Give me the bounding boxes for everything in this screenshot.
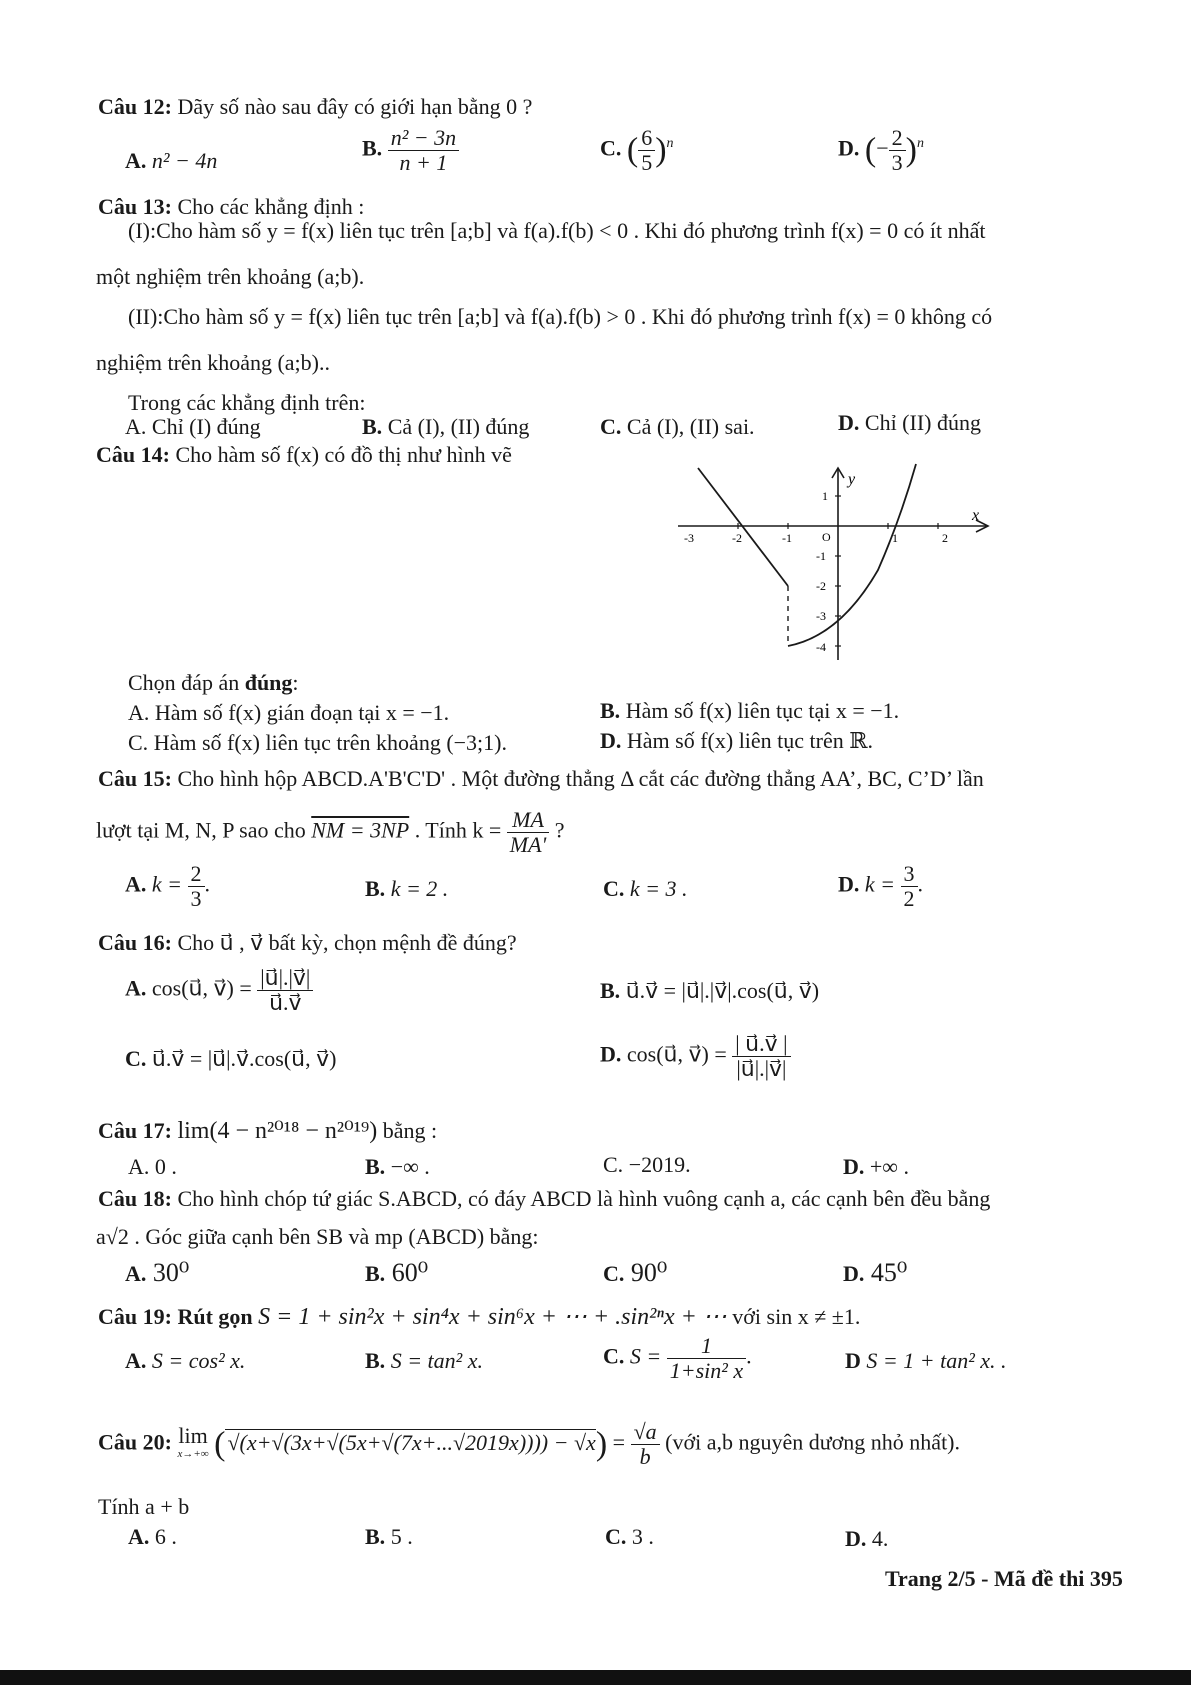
fraction: $\frac{2}{3}$ (889, 126, 906, 175)
x-tick-label: 1 (892, 531, 898, 545)
question-text: Cho u⃗ , v⃗ bất kỳ, chọn mệnh đề đúng? (177, 930, 517, 955)
q14-option-a: A. Hàm số f(x) gián đoạn tại x = −1. (128, 700, 450, 725)
q14-option-c: C. Hàm số f(x) liên tục trên khoảng (−3;1). (128, 730, 507, 755)
question-12 (98, 94, 532, 120)
limit-expression: lim(4 − n²⁰¹⁸ − n²⁰¹⁹) (177, 1118, 378, 1144)
q12-option-b (362, 126, 459, 175)
graph-right-branch (788, 464, 916, 646)
q17-option-d: D. +∞ . (843, 1154, 909, 1179)
series-expression: S = 1 + sin²x + sin⁴x + sin⁶x + ⋯ + .sin²ⁿx + ⋯ (258, 1304, 727, 1330)
question-label: Câu 14: (96, 442, 170, 467)
q12-option-c: C. ( $\frac{6}{5}$ )$^n$ (600, 125, 674, 175)
question-label: Câu 20: (98, 1429, 172, 1455)
q20-option-b: B. 5 . (365, 1524, 413, 1549)
y-tick-label: -2 (816, 579, 826, 593)
q17-option-a: A. 0 . (128, 1154, 177, 1179)
q20-option-c: C. 3 . (605, 1524, 654, 1549)
x-tick-label: 2 (942, 531, 948, 545)
question-13 (98, 194, 364, 220)
question-label: Câu 15: (98, 766, 172, 791)
q18-option-d: D. 45⁰ (843, 1258, 908, 1287)
q13-option-b: B. Cả (I), (II) đúng (362, 414, 530, 439)
question-19: Câu 19: Rút gọn S = 1 + sin²x + sin⁴x + sin⁶x + ⋯ + .sin²ⁿx + ⋯ với sin x ≠ ±1. (98, 1304, 861, 1330)
option-expr: n² − 4n (151, 148, 218, 173)
y-tick-label: 1 (822, 489, 828, 503)
fraction: $\frac{2}{3}$ (188, 862, 205, 911)
q20-option-a: A. 6 . (128, 1524, 177, 1549)
q13-statement-1b: một nghiệm trên khoảng (a;b). (96, 264, 365, 289)
question-17 (98, 1118, 437, 1144)
q14-option-b: B. Hàm số f(x) liên tục tại x = −1. (600, 698, 900, 723)
y-tick-label: -3 (816, 609, 826, 623)
question-label: Câu 19: (98, 1304, 172, 1329)
y-axis-label: y (848, 471, 856, 488)
question-14 (96, 442, 512, 468)
origin-label: O (822, 530, 831, 544)
q12-option-a (125, 148, 217, 174)
fraction: $\frac{√a}{b}$ (631, 1420, 660, 1469)
q16-option-a: A. cos(u⃗, v⃗) = $\frac{|u⃗|.|v⃗|}{u⃗.v⃗}$ (125, 966, 313, 1015)
q14-prompt: Chọn đáp án đúng: (128, 670, 299, 695)
q15-option-a: A. k = $\frac{2}{3}$ . (125, 861, 211, 911)
q16-option-c: C. u⃗.v⃗ = |u⃗|.v⃗.cos(u⃗, v⃗) (125, 1046, 337, 1071)
fraction: $\frac{3}{2}$ (901, 862, 918, 911)
q16-option-d: D. cos(u⃗, v⃗) = $\frac{| u⃗.v⃗ |}{|u⃗|.|v⃗|}$ (600, 1032, 791, 1081)
q13-statement-1a: (I):Cho hàm số y = f(x) liên tục trên [a;b] và f(a).f(b) < 0 . Khi đó phương trình f(x) = 0 có ít nhất (128, 218, 986, 243)
q15-line-2: lượt tại M, N, P sao cho NM = 3NP . Tính k = $\frac{MA}{MA'}$ ? (96, 807, 565, 857)
question-text: Cho hình chóp tứ giác S.ABCD, có đáy ABCD là hình vuông cạnh a, các cạnh bên đều bằng (177, 1186, 991, 1211)
q13-statement-2b: nghiệm trên khoảng (a;b).. (96, 350, 330, 375)
fraction: $\frac{1}{\text{1+sin² x}}$ (667, 1334, 746, 1383)
function-graph (670, 460, 1000, 670)
x-axis-label: x (972, 507, 980, 524)
x-tick-label: -2 (732, 531, 742, 545)
question-label: Câu 12: (98, 94, 172, 119)
question-label: Câu 13: (98, 194, 172, 219)
q13-option-c: C. Cả (I), (II) sai. (600, 414, 755, 439)
question-text: Cho các khẳng định : (177, 194, 365, 219)
q15-option-c: C. k = 3 . (603, 876, 688, 901)
q20-option-d: D. 4. (845, 1526, 889, 1551)
graph-left-branch (698, 468, 788, 586)
q18-line-2: a√2 . Góc giữa cạnh bên SB và mp (ABCD) bằng: (96, 1224, 539, 1249)
question-text: Dãy số nào sau đây có giới hạn bằng 0 ? (177, 94, 533, 119)
q13-option-a: A. Chỉ (I) đúng (125, 414, 261, 439)
y-tick-label: -1 (816, 549, 826, 563)
question-18 (98, 1186, 990, 1212)
question-text: (với a,b nguyên dương nhỏ nhất). (659, 1429, 961, 1455)
fraction: $\frac{6}{5}$ (638, 126, 655, 175)
q17-option-c: C. −2019. (603, 1152, 691, 1177)
question-text: bằng : (377, 1118, 438, 1143)
nested-radical-expression: √(x+√(3x+√(5x+√(7x+...√2019x)))) − √x (227, 1429, 596, 1455)
option-letter: D. (838, 135, 860, 161)
q20-prompt: Tính a + b (98, 1494, 190, 1519)
fraction: $\frac{| u⃗.v⃗ |}{|u⃗|.|v⃗|}$ (732, 1032, 790, 1081)
question-label: Câu 18: (98, 1186, 172, 1211)
y-tick-label: -4 (816, 640, 826, 654)
question-text: Cho hàm số f(x) có đồ thị như hình vẽ (175, 442, 512, 467)
q13-option-d: D. Chỉ (II) đúng (838, 410, 981, 435)
q16-option-b: B. u⃗.v⃗ = |u⃗|.|v⃗|.cos(u⃗, v⃗) (600, 978, 820, 1003)
question-label: Câu 17: (98, 1118, 172, 1143)
question-label: Câu 16: (98, 930, 172, 955)
q13-statement-2a: (II):Cho hàm số y = f(x) liên tục trên [a;b] và f(a).f(b) > 0 . Khi đó phương trình f(x) = 0 không có (128, 304, 993, 329)
q15-option-d: D. k = $\frac{3}{2}$ . (838, 861, 924, 911)
q19-option-c: C. S = $\frac{1}{\text{1+sin² x}}$ . (603, 1333, 752, 1383)
q12-option-d: D. (− $\frac{2}{3}$ )$^n$ (838, 125, 924, 175)
q19-option-b: B. S = tan² x. (365, 1348, 484, 1373)
q18-option-c: C. 90⁰ (603, 1258, 668, 1287)
fraction: $\frac{\text{n² − 3n}}{n + 1}$ (388, 126, 459, 175)
question-15 (98, 766, 984, 792)
q13-prompt: Trong các khẳng định trên: (128, 390, 366, 415)
fraction: $\frac{MA}{MA'}$ (507, 808, 549, 857)
q17-option-b: B. −∞ . (365, 1154, 430, 1179)
option-letter: C. (600, 135, 622, 161)
fraction: $\frac{|u⃗|.|v⃗|}{u⃗.v⃗}$ (257, 966, 313, 1015)
option-letter: A. (125, 148, 147, 173)
page-footer: Trang 2/5 - Mã đề thi 395 (885, 1566, 1123, 1591)
q14-option-d: D. Hàm số f(x) liên tục trên ℝ. (600, 728, 874, 753)
q18-option-a: A. 30⁰ (125, 1258, 190, 1287)
question-text: Cho hình hộp ABCD.A'B'C'D' . Một đường thẳng Δ cắt các đường thẳng AA’, BC, C’D’ lần (177, 766, 984, 791)
q18-option-b: B. 60⁰ (365, 1258, 429, 1287)
question-20: Câu 20: lim x→+∞ (√(x+√(3x+√(5x+√(7x+...√2019x)))) − √x) = $\frac{√a}{b}$ (với a,b nguyên dương nhỏ nhất). (98, 1419, 961, 1469)
x-tick-label: -3 (684, 531, 694, 545)
q15-option-b: B. k = 2 . (365, 876, 449, 901)
scan-edge-bar (0, 1670, 1191, 1685)
question-16 (98, 930, 517, 956)
q19-option-a: A. S = cos² x. (125, 1348, 246, 1373)
option-letter: B. (362, 135, 383, 161)
limit-operator: lim x→+∞ (177, 1422, 209, 1460)
q19-option-d: D S = 1 + tan² x. . (845, 1348, 1007, 1373)
x-tick-label: -1 (782, 531, 792, 545)
